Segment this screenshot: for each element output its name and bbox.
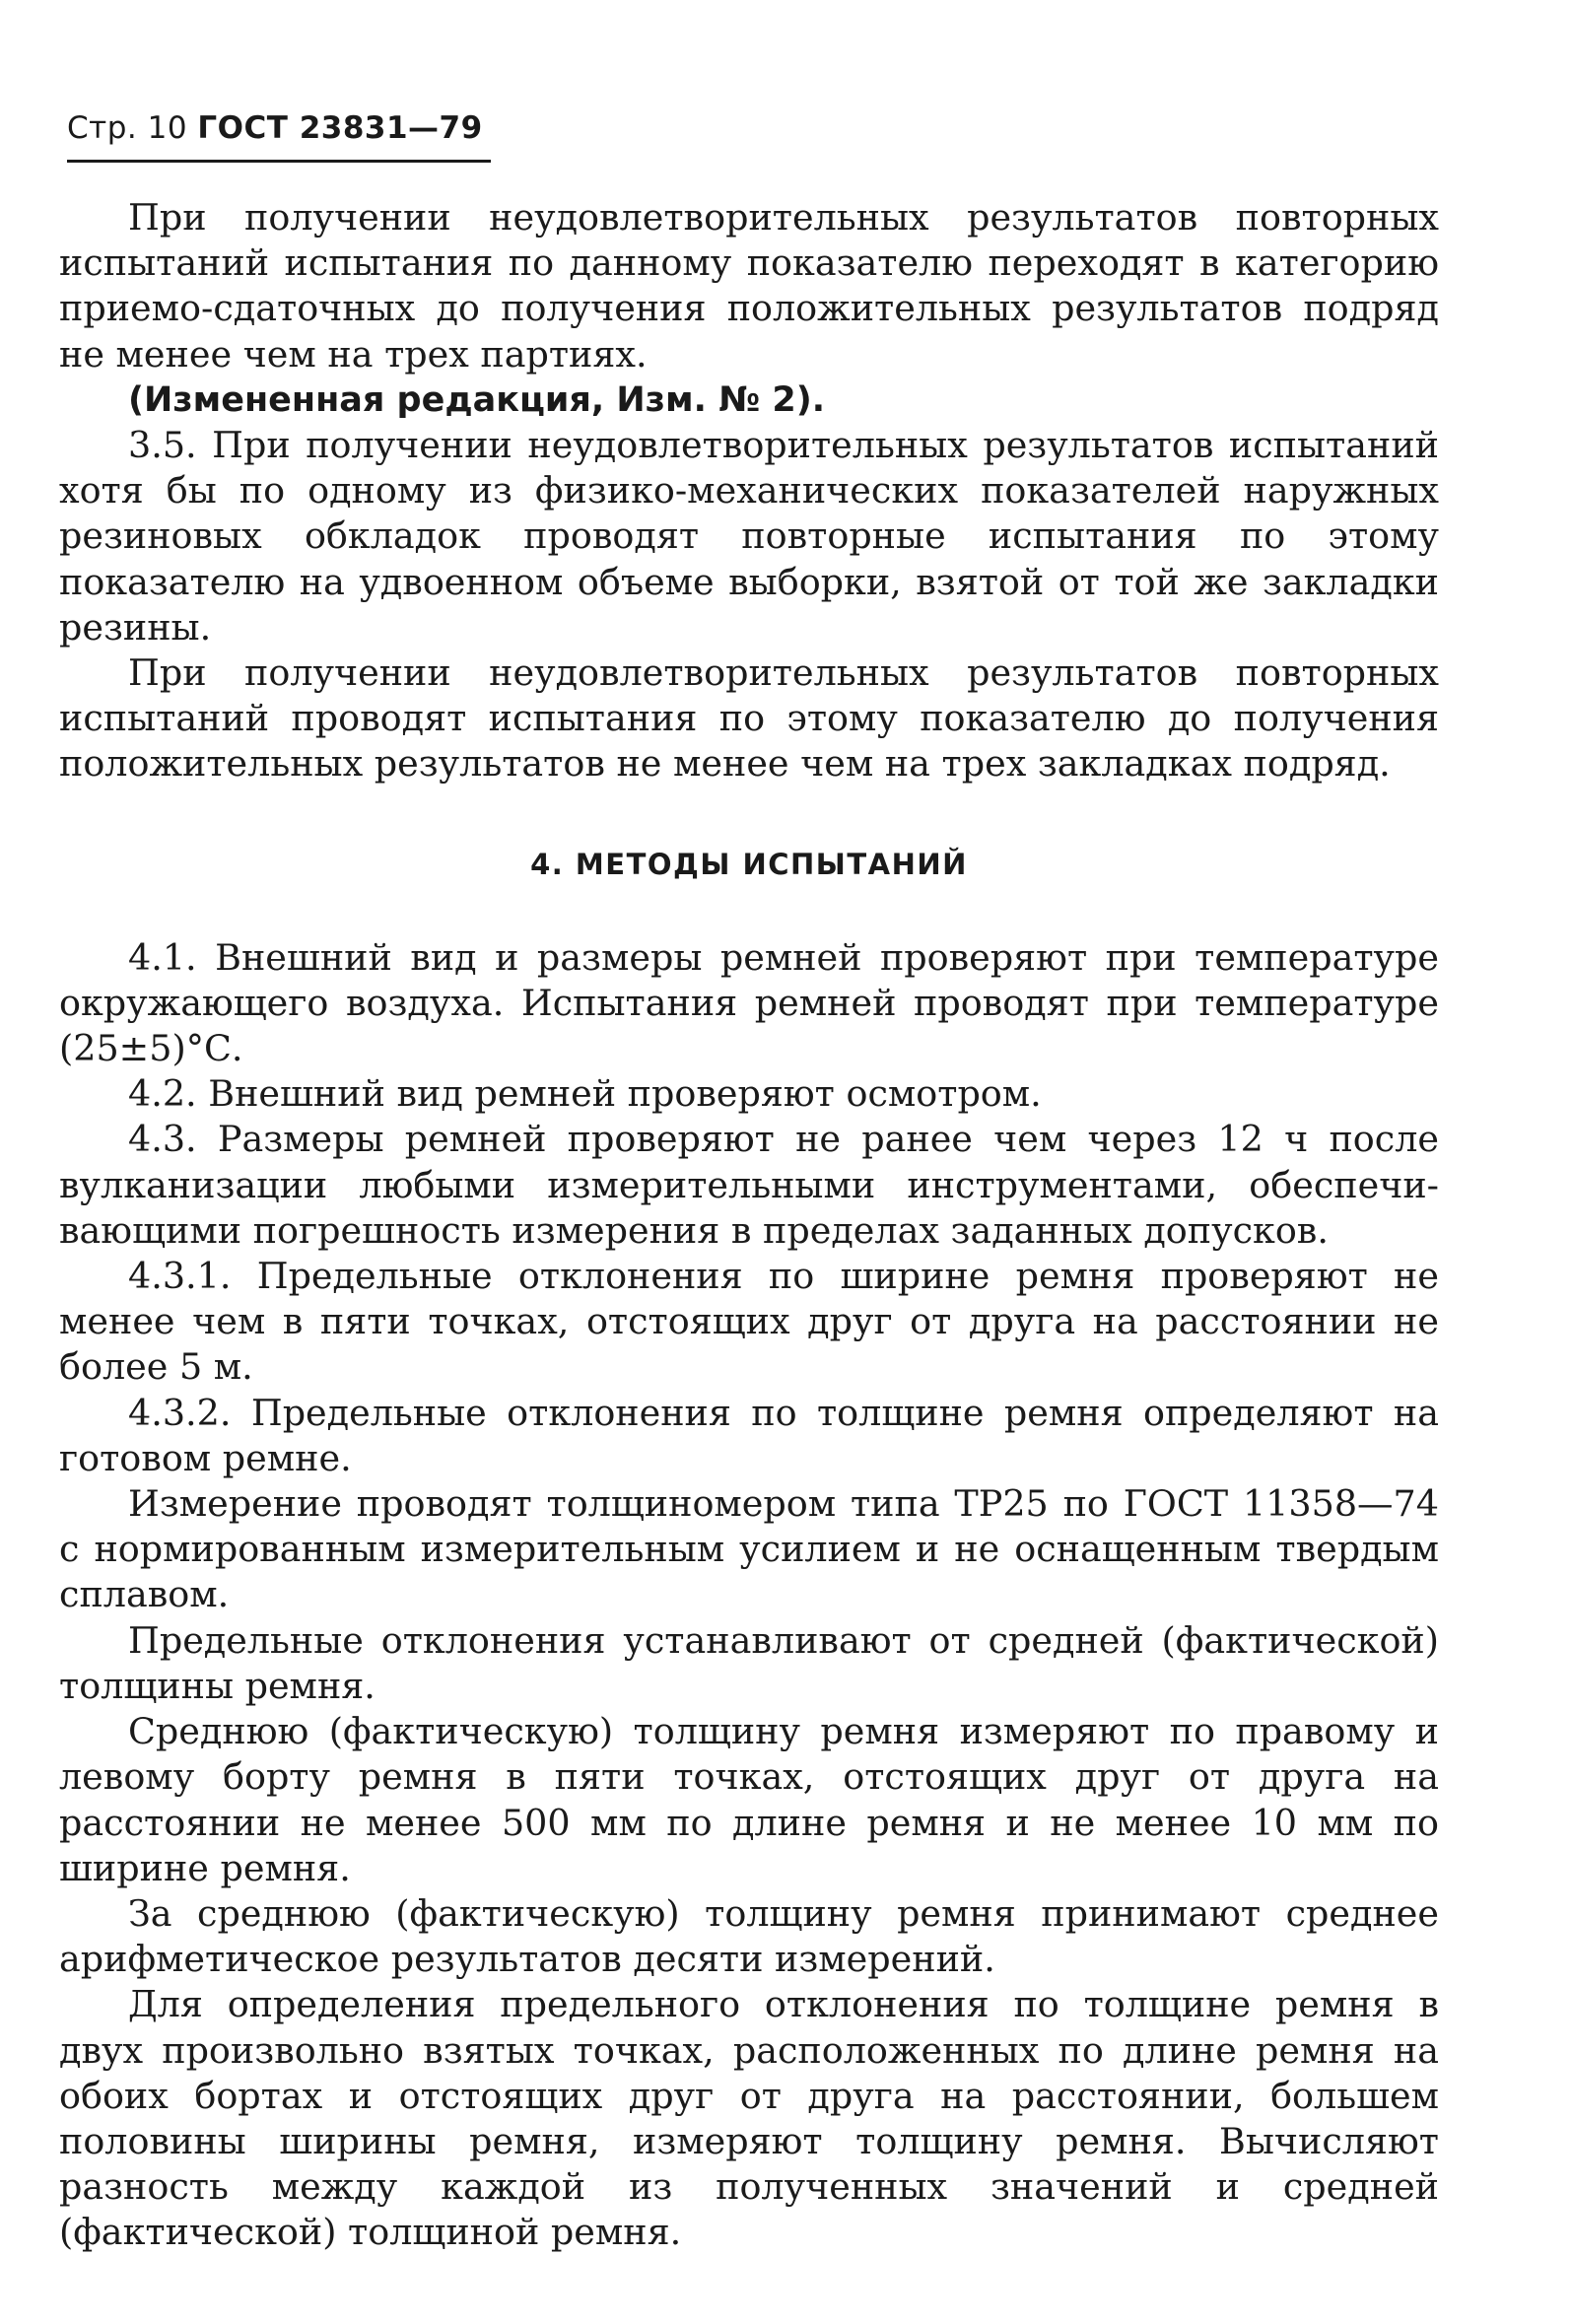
page-number: Стр. 10 <box>67 110 188 146</box>
paragraph-3-5: 3.5. При получении неудовлетворительных результатов испытаний хотя бы по одному из физико-механических показателей наружных резиновых обкладок проводят повторные испытания по этому показателю на удвоенном объеме выборки, взятой от той же закладки резины. <box>59 424 1439 649</box>
paragraph-average-definition: За среднюю (фактическую) толщину ремня принимают среднее арифметическое результатов десяти измерений. <box>59 1891 1439 1981</box>
paragraph-4-3-1: 4.3.1. Предельные отклонения по ширине ремня проверяют не менее чем в пяти точках, отстоящих друг от друга на расстоянии не более 5 м. <box>59 1255 1439 1389</box>
paragraph-4-1: 4.1. Внешний вид и размеры ремней проверяют при температуре окружающего воздуха. Испытания ремней проводят при температуре (25±5)°С. <box>59 935 1439 1070</box>
paragraph-retest-batches: При получении неудовлетворительных результатов повторных испытаний испытания по данному показателю переходят в категорию приемо-сдаточных до получения положительных результатов подряд не менее чем на трех партиях. <box>59 196 1439 376</box>
header-rule <box>67 160 491 163</box>
section-heading: 4. МЕТОДЫ ИСПЫТАНИЙ <box>530 847 968 881</box>
paragraph-4-3-2: 4.3.2. Предельные отклонения по толщине ремня определяют на готовом ремне. <box>59 1391 1439 1479</box>
standard-designation: ГОСТ 23831—79 <box>197 110 483 146</box>
paragraph-4-2: 4.2. Внешний вид ремней проверяют осмотром. <box>128 1072 1042 1116</box>
paragraph-measurement-tool: Измерение проводят толщиномером типа ТР25 по ГОСТ 11358—74 с нормированным измерительным усилием и не оснащенным твердым сплавом. <box>59 1482 1439 1616</box>
paragraph-deviation-procedure: Для определения предельного отклонения по толщине ремня в двух произвольно взятых точках, расположенных по длине ремня на обоих бортах и отстоящих друг от друга на расстоянии, большем половины ширины ремня, измеряют толщину ремня. Вычисляют разность между каждой из полученных значений и средней (фактической) толщиной ремня. <box>59 1983 1439 2254</box>
document-body <box>59 195 1439 2256</box>
paragraph-deviation-basis: Предельные отклонения устанавливают от средней (фактической) толщины ремня. <box>59 1618 1439 1707</box>
paragraph-retest-compound: При получении неудовлетворительных результатов повторных испытаний проводят испытания по этому показателю до получения положительных результатов не менее чем на трех закладках подряд. <box>59 651 1439 786</box>
running-header <box>67 110 483 146</box>
paragraph-4-3: 4.3. Размеры ремней проверяют не ранее чем через 12 ч после вулканизации любыми измерительными инструментами, обеспечивающими погрешность измерения в пределах заданных допусков. <box>59 1118 1439 1252</box>
amendment-note: (Измененная редакция, Изм. № 2). <box>128 379 826 420</box>
paragraph-average-measurement: Среднюю (фактическую) толщину ремня измеряют по правому и левому борту ремня в пяти точках, отстоящих друг от друга на расстоянии не менее 500 мм по длине ремня и не менее 10 мм по ширине ремня. <box>59 1710 1439 1889</box>
